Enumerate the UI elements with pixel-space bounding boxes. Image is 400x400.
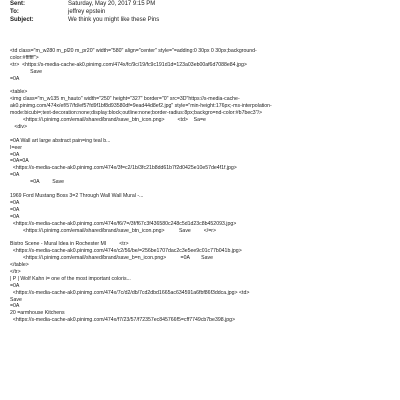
body-line: <https://s-media-cache-ak0.pinimg.com/474x/7c/d2/db/7cd2dbd1665ac634591a6fbf86f3ddca.jpg> <td> — [10, 289, 250, 296]
body-line: =0A — [10, 206, 20, 213]
body-line — [10, 131, 392, 138]
body-line: =0A Save — [10, 179, 65, 186]
body-line: <https://i.pinimg.com/email/shared/brand/save_b=n_icon.png> =0A Save — [10, 255, 214, 262]
body-line: color:#ffffff"> — [10, 54, 39, 61]
subject-label: Subject: — [10, 17, 34, 23]
body-line: 20 =armhouse Kitchens — [10, 310, 65, 317]
body-line: 1969 Ford Mustang Boss 3=2 Through Wall Wall Mural -... — [10, 192, 144, 199]
body-line: Save — [10, 68, 43, 75]
to-value: jeffrey epstein — [68, 9, 106, 15]
body-line: <tr> <https://s-media-cache-ak0.pinimg.com/474x/fc/9c/19/fc9c191d1d=123a03eb00af6d7088e84.jpg> — [10, 61, 247, 68]
body-line: =0A — [10, 75, 20, 82]
body-line: =0A — [10, 172, 20, 179]
body-line: <https://i.pinimg.com/email/shared/brand/save_btn_icon.png> <td> Sa=e — [10, 117, 206, 124]
body-line — [10, 186, 392, 193]
body-line: <div> — [10, 123, 28, 130]
email-body — [10, 48, 392, 324]
header-row-subject — [10, 16, 390, 24]
body-line: <img class="m_w135 m_hauto" width="250" height="327" border="0" src=3D"https://s-media-cache- — [10, 96, 240, 103]
body-line: </table> — [10, 262, 29, 269]
body-line: I=eer — [10, 144, 22, 151]
body-line: <table> — [10, 89, 28, 96]
body-line: mode:bicubi=;text-decoration:none;display:block;outline:none;border-radius:8px;backgro=nd-color:#b7bec3"/> — [10, 110, 263, 117]
body-line: <https://s-media-cache-ak0.pinimg.com/474x/c2/56/be/=256be1707dac2c3e5ee9c01c77b041b.jpg> — [10, 248, 242, 255]
body-line: <https://s-media-cache-ak0.pinimg.com/474x/3f=c2/1b/3fc21b8dd61b7f2d0425e10e57de4f1f.jpg> — [10, 165, 237, 172]
body-line: =0A — [10, 199, 20, 206]
body-line: =0A=0A — [10, 158, 29, 165]
body-line: =0A — [10, 151, 20, 158]
body-line: =0A Wall art large abstract pain=ing teal b... — [10, 137, 111, 144]
body-line — [10, 234, 392, 241]
to-label: To: — [10, 9, 19, 15]
body-line: Save — [10, 296, 22, 303]
body-line: <td class="m_w280 m_pl20 m_pr20" width="580" align="center" style="=adding:0 30px 0 30px;background- — [10, 48, 257, 54]
body-line — [10, 83, 392, 90]
header-row-to — [10, 8, 390, 16]
body-line: <https://i.pinimg.com/email/shared/brand/save_btn_icon.png> Save </=r> — [10, 227, 217, 234]
body-line: </tr> — [10, 268, 21, 275]
body-line: =0A — [10, 213, 20, 220]
body-line: =0A — [10, 303, 20, 310]
header-row-sent — [10, 0, 390, 8]
subject-value: We think you might like these Pins — [68, 17, 160, 23]
body-line: Bistro Scene - Mural Idea in Rochester MI <tr> — [10, 241, 129, 248]
sent-value: Saturday, May 20, 2017 9:15 PM — [68, 1, 156, 7]
body-line: | P | Wolf Kahn i= one of the most important coloris... — [10, 275, 131, 282]
body-line: <https://s-media-cache-ak0.pinimg.com/474x/f6/7=/3f/f67c3f436580c248c5d1d23c8b452093.jpg> — [10, 220, 237, 227]
sent-label: Sent: — [10, 1, 25, 7]
body-line: =0A — [10, 282, 20, 289]
email-header — [10, 0, 390, 24]
body-line: ak0.pinimg.com/474x/ef/57/fd/ef57fd9f1bf8d93580df=9ead44d8ef2.jpg" style="min-height:176px;-ms-interpolation- — [10, 103, 272, 110]
body-line: <https://s-media-cache-ak0.pinimg.com/474x/f7/23/57/f72357ec845766f5=cff7749cb7be398.jpg> — [10, 317, 235, 324]
